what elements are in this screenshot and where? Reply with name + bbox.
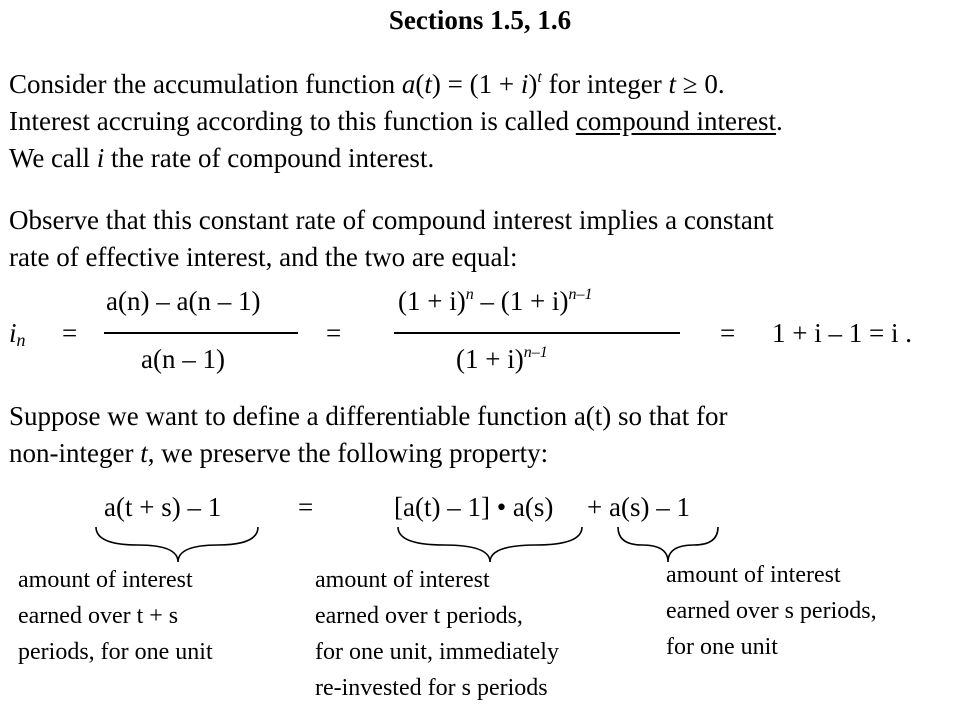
para2-line2: rate of effective interest, and the two are equal: xyxy=(9,242,518,272)
eq2-lhs: a(t + s) – 1 xyxy=(104,492,222,522)
para3-line1: Suppose we want to define a differentiable function a(t) so that for xyxy=(9,401,728,431)
eq1-lhs: $i_n$ xyxy=(9,318,26,350)
note-lhs: amount of interest earned over t + s periods, for one unit xyxy=(18,567,213,665)
eq1-equals-2: = xyxy=(326,318,342,348)
eq1-denominator-1: a(n – 1) xyxy=(141,344,225,374)
term-compound-interest: compound interest xyxy=(575,106,777,136)
underbrace-product xyxy=(398,527,582,562)
page-title: Sections 1.5, 1.6 xyxy=(388,5,572,35)
para1-line1: Consider the accumulation function $a(t) = (1 + i)^t$ for integer t ≥ 0. xyxy=(9,69,725,99)
eq2-rhs-sum: + a(s) – 1 xyxy=(587,492,690,522)
eq1-equals-1: = xyxy=(62,318,78,348)
note-sum: amount of interest earned over s periods, for one unit xyxy=(666,562,877,660)
eq2-equals: = xyxy=(298,492,314,522)
eq2-rhs-product: [a(t) – 1] • a(s) xyxy=(394,492,554,522)
note-product: amount of interest earned over t periods, for one unit, immediately re-invested for s periods xyxy=(315,567,559,701)
para2-line1: Observe that this constant rate of compound interest implies a constant xyxy=(9,205,774,235)
para1-line3: We call i the rate of compound interest. xyxy=(9,143,435,173)
para3-line2: non-integer t, we preserve the following property: xyxy=(9,438,549,468)
para1-line2: Interest accruing according to this function is called compound interest. xyxy=(9,106,783,136)
eq1-denominator-2: $(1 + i)^{n-1}$ xyxy=(456,344,548,374)
underbrace-lhs xyxy=(96,527,258,562)
eq1-numerator-1: a(n) – a(n – 1) xyxy=(106,286,261,316)
eq1-equals-3: = xyxy=(720,318,736,348)
eq1-result: 1 + i – 1 = i . xyxy=(772,318,912,348)
eq1-numerator-2: $(1 + i)^n - (1 + i)^{n-1}$ xyxy=(398,286,593,316)
